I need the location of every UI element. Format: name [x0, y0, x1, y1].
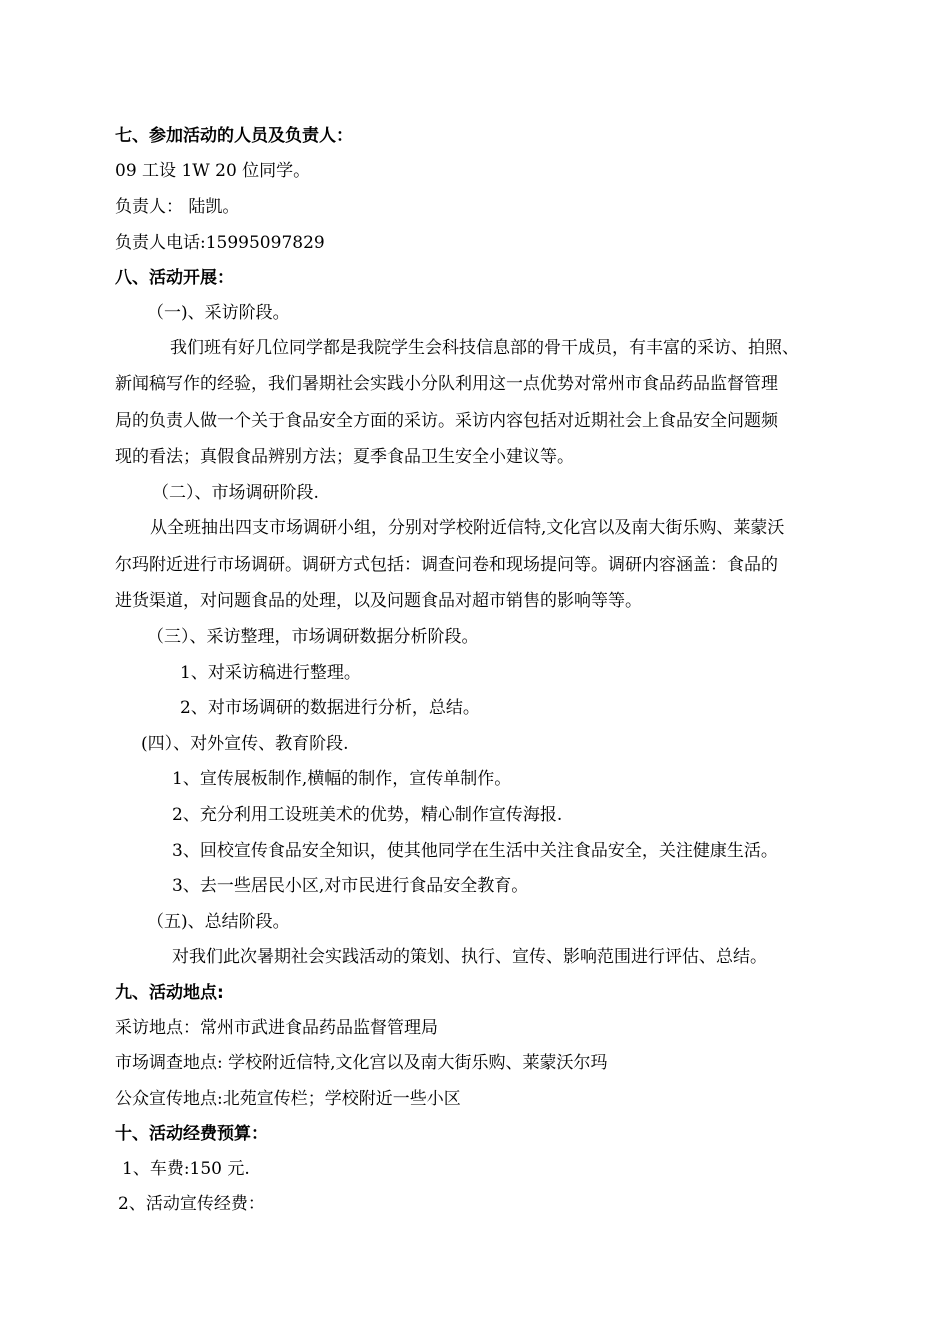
list-item: 1、对采访稿进行整理。 [180, 663, 361, 683]
section-heading-7: 七、参加活动的人员及负责人： [115, 126, 353, 146]
list-item: 2、充分利用工设班美术的优势，精心制作宣传海报. [172, 805, 563, 825]
list-item: 3、去一些居民小区,对市民进行食品安全教育。 [172, 876, 529, 896]
location-line: 采访地点：常州市武进食品药品监督管理局 [115, 1018, 438, 1038]
subsection-heading-4: (四）、对外宣传、教育阶段. [141, 734, 349, 754]
leader-line: 负责人： 陆凯。 [115, 197, 240, 217]
location-line: 公众宣传地点:北苑宣传栏；学校附近一些小区 [115, 1089, 461, 1109]
budget-item: 1、车费:150 元. [122, 1159, 250, 1179]
paragraph-line: 从全班抽出四支市场调研小组，分别对学校附近信特,文化宫以及南大街乐购、莱蒙沃 [150, 518, 785, 538]
list-item: 1、宣传展板制作,横幅的制作，宣传单制作。 [172, 769, 512, 789]
subsection-heading-5: （五)、总结阶段。 [147, 912, 290, 932]
paragraph-line: 进货渠道，对问题食品的处理，以及问题食品对超市销售的影响等等。 [115, 591, 642, 611]
list-item: 3、回校宣传食品安全知识，使其他同学在生活中关注食品安全，关注健康生活。 [172, 841, 778, 861]
paragraph-line: 新闻稿写作的经验，我们暑期社会实践小分队利用这一点优势对常州市食品药品监督管理 [115, 374, 778, 394]
section-heading-8: 八、活动开展： [115, 268, 234, 288]
section-heading-10: 十、活动经费预算： [115, 1124, 268, 1144]
participants-line: 09 工设 1W 20 位同学。 [115, 161, 311, 181]
section-heading-9: 九、活动地点: [115, 983, 224, 1003]
budget-item: 2、活动宣传经费： [118, 1194, 265, 1214]
paragraph-line: 局的负责人做一个关于食品安全方面的采访。采访内容包括对近期社会上食品安全问题频 [115, 411, 778, 431]
subsection-heading-1: （一)、采访阶段。 [147, 303, 290, 323]
leader-phone-line: 负责人电话:15995097829 [115, 233, 325, 253]
list-item: 2、对市场调研的数据进行分析，总结。 [180, 698, 480, 718]
paragraph-line: 现的看法；真假食品辨别方法；夏季食品卫生安全小建议等。 [115, 447, 574, 467]
subsection-heading-2: （二）、市场调研阶段. [152, 483, 319, 503]
location-line: 市场调查地点: 学校附近信特,文化宫以及南大街乐购、莱蒙沃尔玛 [115, 1053, 608, 1073]
paragraph-line: 我们班有好几位同学都是我院学生会科技信息部的骨干成员，有丰富的采访、拍照、 [170, 338, 799, 358]
paragraph-line: 对我们此次暑期社会实践活动的策划、执行、宣传、影响范围进行评估、总结。 [172, 947, 767, 967]
subsection-heading-3: （三）、采访整理，市场调研数据分析阶段。 [147, 627, 479, 647]
paragraph-line: 尔玛附近进行市场调研。调研方式包括：调查问卷和现场提问等。调研内容涵盖：食品的 [115, 555, 778, 575]
